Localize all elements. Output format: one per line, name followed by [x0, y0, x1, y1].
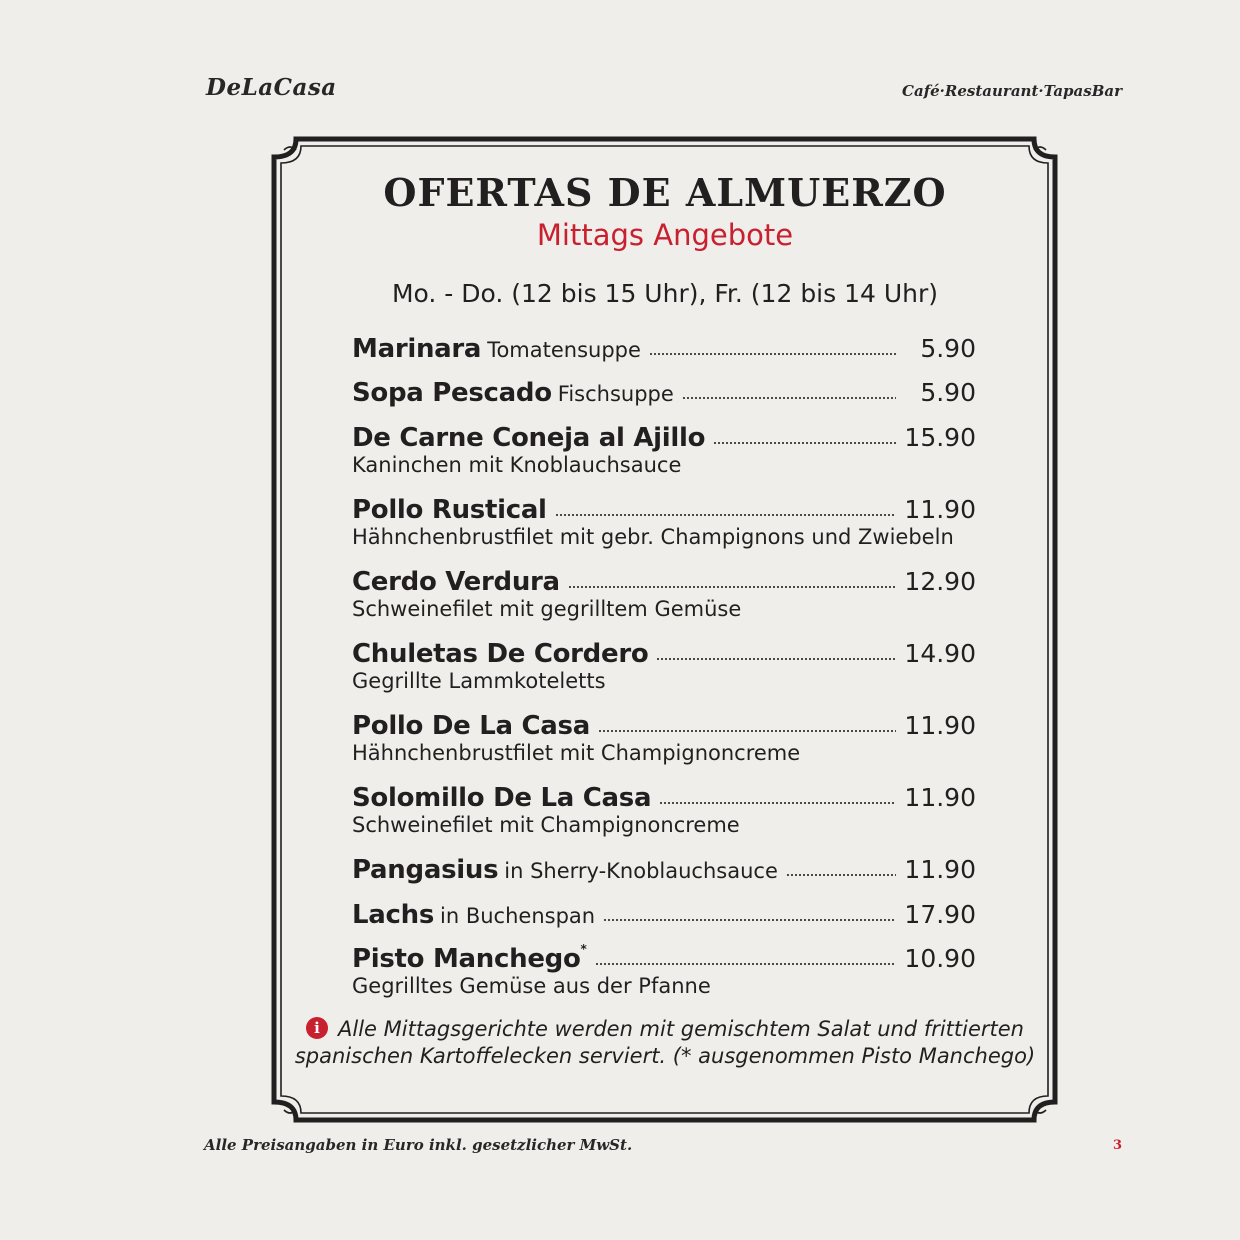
footnote-mark: *: [580, 942, 587, 956]
dish-name: Marinara: [352, 334, 482, 364]
menu-subtitle: Mittags Angebote: [536, 218, 794, 252]
menu-item: [352, 783, 976, 837]
menu-item: [352, 855, 976, 885]
menu-item: [352, 378, 976, 408]
menu-item: [352, 900, 976, 930]
serving-note: [285, 1016, 1045, 1070]
dish-name: Solomillo De La Casa: [352, 783, 652, 813]
menu-title: OFERTAS DE ALMUERZO: [383, 170, 947, 215]
menu-item: [352, 495, 976, 549]
dish-price: 10.90: [904, 944, 976, 973]
menu-item: [352, 567, 976, 621]
brand-logo-text: DeLaCasa: [206, 74, 337, 101]
dish-description: Hähnchenbrustfilet mit Champignoncreme: [352, 741, 801, 765]
dish-name: Chuletas De Cordero: [352, 639, 649, 669]
dot-leader: [682, 396, 896, 400]
dot-leader: [595, 962, 896, 966]
dot-leader: [598, 729, 896, 733]
dot-leader: [568, 585, 896, 589]
dish-description: Schweinefilet mit Champignoncreme: [352, 813, 740, 837]
dot-leader: [659, 801, 896, 805]
dot-leader: [713, 441, 896, 445]
info-icon: i: [306, 1017, 328, 1039]
page-number: 3: [1113, 1138, 1123, 1153]
dish-description: Gegrilltes Gemüse aus der Pfanne: [352, 974, 711, 998]
menu-item: [352, 639, 976, 693]
dot-leader: [786, 873, 896, 877]
menu-item: [352, 334, 976, 364]
dish-description: Schweinefilet mit gegrilltem Gemüse: [352, 597, 742, 621]
dish-name: Pollo Rustical: [352, 495, 547, 525]
dot-leader: [555, 513, 896, 517]
dish-price: 11.90: [904, 711, 976, 740]
dish-price: 11.90: [904, 855, 976, 884]
dish-subtitle: Fischsuppe: [557, 382, 674, 406]
dish-name: Pollo De La Casa: [352, 711, 590, 741]
dish-price: 11.90: [904, 783, 976, 812]
opening-hours: Mo. - Do. (12 bis 15 Uhr), Fr. (12 bis 14 Uhr): [391, 279, 939, 308]
price-disclaimer: Alle Preisangaben in Euro inkl. gesetzlicher MwSt.: [204, 1136, 633, 1154]
dish-subtitle: in Sherry-Knoblauchsauce: [504, 859, 778, 883]
serving-note-line1: i Alle Mittagsgerichte werden mit gemischtem Salat und frittierten: [285, 1016, 1045, 1043]
dish-price: 15.90: [904, 423, 976, 452]
dish-name: Cerdo Verdura: [352, 567, 560, 597]
dish-name: [352, 944, 587, 974]
menu-item: [352, 423, 976, 477]
dish-name: Pangasius: [352, 855, 499, 885]
dish-description: Kaninchen mit Knoblauchsauce: [352, 453, 682, 477]
tagline: Café·Restaurant·TapasBar: [902, 82, 1122, 100]
dish-description: Hähnchenbrustfilet mit gebr. Champignons und Zwiebeln: [352, 525, 954, 549]
dot-leader: [656, 657, 896, 661]
dish-price: 17.90: [904, 900, 976, 929]
dish-name: Lachs: [352, 900, 435, 930]
dish-price: 12.90: [904, 567, 976, 596]
menu-item: [352, 711, 976, 765]
dish-description: Gegrillte Lammkoteletts: [352, 669, 606, 693]
dish-price: 14.90: [904, 639, 976, 668]
menu-item: [352, 944, 976, 998]
dish-price: 11.90: [904, 495, 976, 524]
dish-subtitle: in Buchenspan: [440, 904, 596, 928]
dish-name-text: Pisto Manchego: [352, 944, 581, 974]
dot-leader: [649, 352, 896, 356]
dish-price: 5.90: [920, 334, 976, 363]
dish-name: Sopa Pescado: [352, 378, 552, 408]
dish-subtitle: Tomatensuppe: [487, 338, 641, 362]
serving-note-line2: spanischen Kartoffelecken serviert. (* ausgenommen Pisto Manchego): [294, 1044, 1036, 1068]
dish-price: 5.90: [920, 378, 976, 407]
dot-leader: [603, 918, 896, 922]
dish-name: De Carne Coneja al Ajillo: [352, 423, 706, 453]
